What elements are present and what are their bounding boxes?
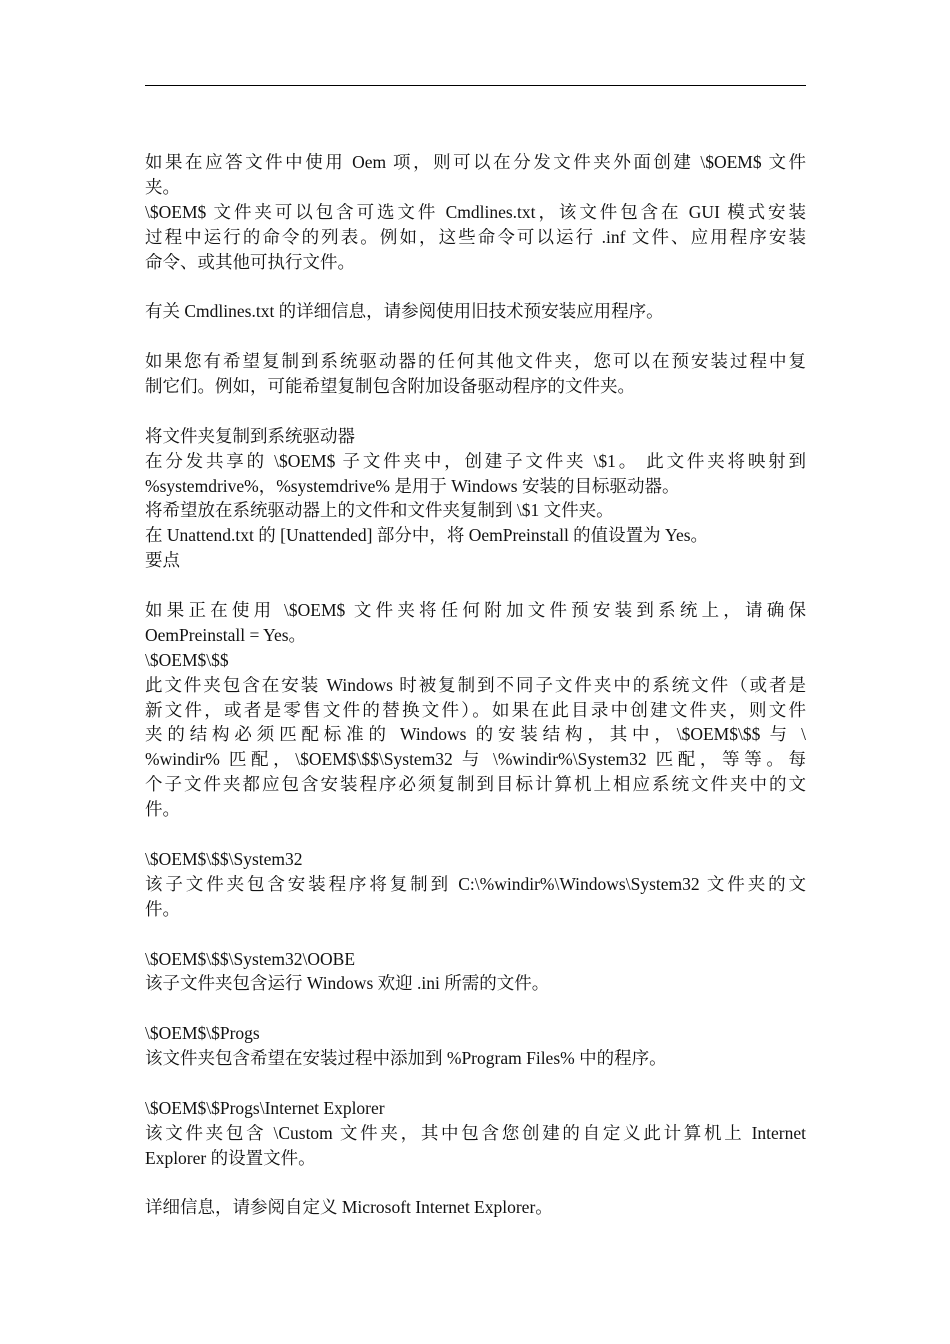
text-line: 有关 Cmdlines.txt 的详细信息，请参阅使用旧技术预安装应用程序。 [145, 301, 664, 322]
text-line: 要点 [145, 550, 180, 571]
blank-line [145, 573, 806, 598]
blank-line [145, 822, 806, 847]
text-line: 夹的结构必须匹配标准的 Windows 的安装结构，其中，\$OEM$\$$ 与 \ [145, 724, 806, 745]
text-line: 详细信息，请参阅自定义 Microsoft Internet Explorer。 [145, 1197, 553, 1218]
blank-line [145, 274, 806, 299]
text-line: Explorer 的设置文件。 [145, 1147, 316, 1168]
text-line: 新文件，或者是零售文件的替换文件）。如果在此目录中创建文件夹，则文件 [145, 699, 806, 720]
text-line: \$OEM$\$$\System32 [145, 848, 303, 869]
text-line: 件。 [145, 898, 180, 919]
text-line: 如果您有希望复制到系统驱动器的任何其他文件夹，您可以在预安装过程中复 [145, 351, 806, 372]
text-line: 制它们。例如，可能希望复制包含附加设备驱动程序的文件夹。 [145, 376, 635, 397]
text-line: 将文件夹复制到系统驱动器 [145, 425, 355, 446]
text-line: 此文件夹包含在安装 Windows 时被复制到不同子文件夹中的系统文件（或者是 [145, 674, 806, 695]
document-body [145, 150, 806, 1220]
blank-line [145, 996, 806, 1021]
text-line: \$OEM$ 文件夹可以包含可选文件 Cmdlines.txt，该文件包含在 GUI 模式安装 [145, 201, 806, 222]
blank-line [145, 1071, 806, 1096]
text-line: 该文件夹包含希望在安装过程中添加到 %Program Files% 中的程序。 [145, 1048, 667, 1069]
text-line: 夹。 [145, 176, 180, 197]
text-line: 过程中运行的命令的列表。例如，这些命令可以运行 .inf 文件、应用程序安装 [145, 226, 806, 247]
text-line: 该文件夹包含 \Custom 文件夹，其中包含您创建的自定义此计算机上 Internet [145, 1122, 806, 1143]
text-line: \$OEM$\$$\System32\OOBE [145, 948, 356, 969]
text-line: 如果正在使用 \$OEM$ 文件夹将任何附加文件预安装到系统上，请确保 [145, 600, 806, 621]
text-line: 该子文件夹包含安装程序将复制到 C:\%windir%\Windows\System32 文件夹的文 [145, 873, 806, 894]
blank-line [145, 399, 806, 424]
text-line: \$OEM$\$Progs\Internet Explorer [145, 1097, 385, 1118]
header-rule [145, 85, 806, 86]
text-line: 在 Unattend.txt 的 [Unattended] 部分中，将 OemPreinstall 的值设置为 Yes。 [145, 525, 709, 546]
text-line: 件。 [145, 799, 180, 820]
text-line: 在分发共享的 \$OEM$ 子文件夹中，创建子文件夹 \$1。 此文件夹将映射到 [145, 450, 806, 471]
text-line: OemPreinstall = Yes。 [145, 624, 307, 645]
text-line: %windir% 匹配，\$OEM$\$$\System32 与 \%windir%\System32 匹配，等等。每 [145, 749, 806, 770]
text-line: 将希望放在系统驱动器上的文件和文件夹复制到 \$1 文件夹。 [145, 500, 614, 521]
blank-line [145, 922, 806, 947]
blank-line [145, 324, 806, 349]
text-line: \$OEM$\$Progs [145, 1023, 260, 1044]
text-line: 如果在应答文件中使用 Oem 项，则可以在分发文件夹外面创建 \$OEM$ 文件 [145, 152, 806, 172]
text-line: 该子文件夹包含运行 Windows 欢迎 .ini 所需的文件。 [145, 973, 550, 994]
text-line: \$OEM$\$$ [145, 649, 229, 670]
text-line: %systemdrive%，%systemdrive% 是用于 Windows 安装的目标驱动器。 [145, 475, 680, 496]
text-line: 命令、或其他可执行文件。 [145, 251, 355, 272]
text-line: 个子文件夹都应包含安装程序必须复制到目标计算机上相应系统文件夹中的文 [145, 774, 806, 795]
blank-line [145, 1171, 806, 1196]
